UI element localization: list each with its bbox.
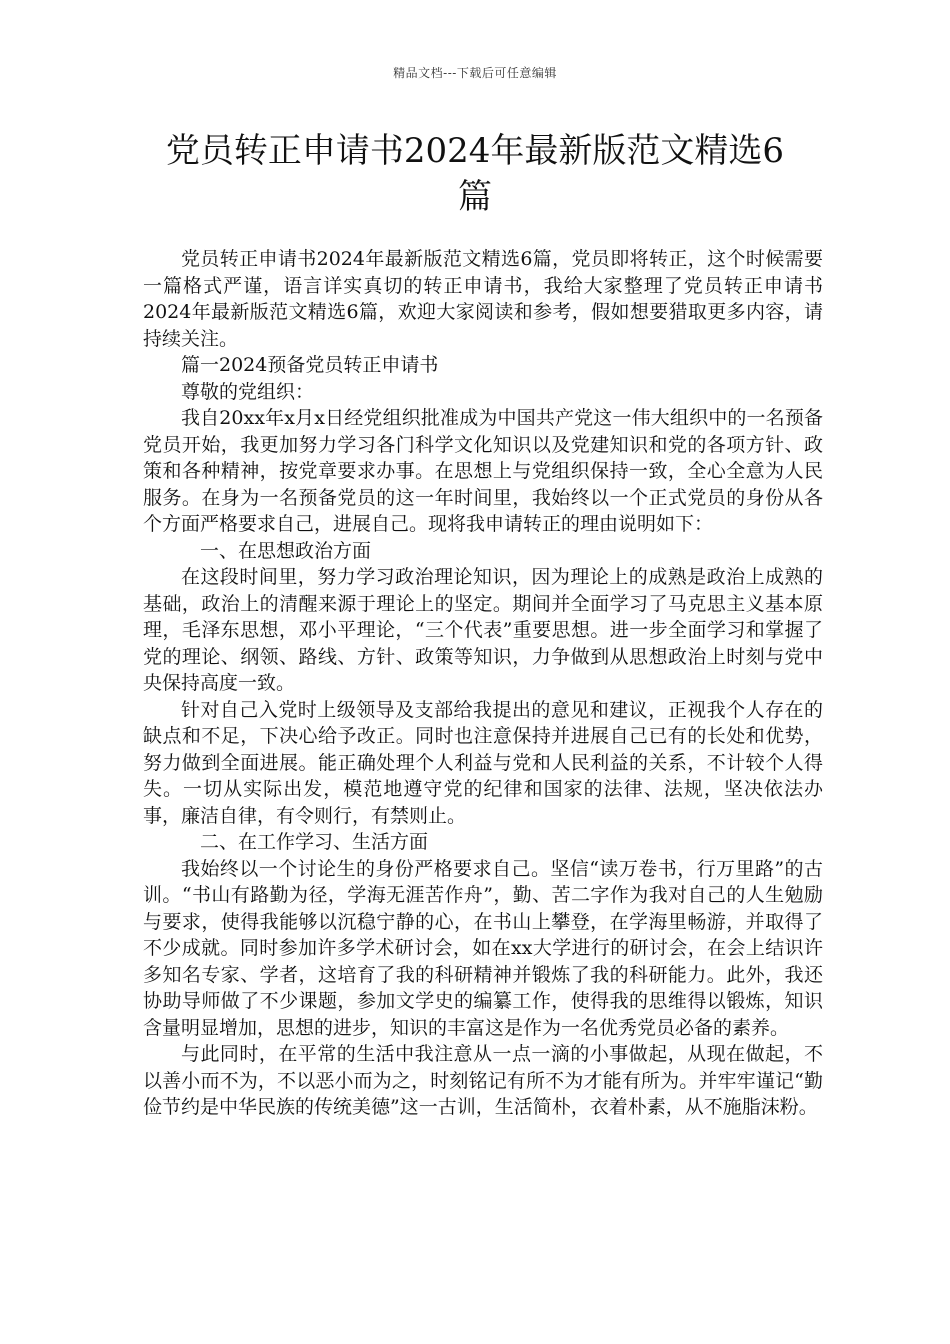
subsection-heading: 二、在工作学习、生活方面 bbox=[200, 831, 429, 853]
section-heading: 篇一2024预备党员转正申请书 bbox=[181, 354, 439, 376]
document-body bbox=[143, 246, 823, 1121]
body-paragraph: 我自20xx年x月x日经党组织批准成为中国共产党这一伟大组织中的一名预备党员开始，我更加努力学习各门科学文化知识以及党建知识和党的各项方针、政策和各种精神，按党章要求办事。在思想上与党组织保持一致，全心全意为人民服务。在身为一名预备党员的这一年时间里，我始终以一个正式党员的身份从各个方面严格要求自己，进展自己。现将我申请转正的理由说明如下： bbox=[143, 407, 823, 535]
body-paragraph: 在这段时间里，努力学习政治理论知识，因为理论上的成熟是政治上成熟的基础，政治上的清醒来源于理论上的坚定。期间并全面学习了马克思主义基本原理，毛泽东思想，邓小平理论，“三个代表”重要思想。进一步全面学习和掌握了党的理论、纲领、路线、方针、政策等知识，力争做到从思想政治上时刻与党中央保持高度一致。 bbox=[143, 566, 823, 694]
body-paragraph: 针对自己入党时上级领导及支部给我提出的意见和建议，正视我个人存在的缺点和不足，下决心给予改正。同时也注意保持并进展自己已有的长处和优势，努力做到全面进展。能正确处理个人利益与党和人民利益的关系，不计较个人得失。一切从实际出发，模范地遵守党的纪律和国家的法律、法规，坚决依法办事，廉洁自律，有令则行，有禁则止。 bbox=[143, 698, 823, 827]
intro-paragraph: 党员转正申请书2024年最新版范文精选6篇，党员即将转正，这个时候需要一篇格式严谨，语言详实真切的转正申请书，我给大家整理了党员转正申请书2024年最新版范文精选6篇，欢迎大家阅读和参考，假如想要猎取更多内容，请持续关注。 bbox=[143, 248, 823, 350]
document-title: 党员转正申请书2024年最新版范文精选6篇 bbox=[165, 131, 785, 217]
subsection-heading: 一、在思想政治方面 bbox=[200, 539, 372, 562]
salutation: 尊敬的党组织： bbox=[181, 380, 315, 403]
page-header: 精品文档---下载后可任意编辑 bbox=[393, 66, 557, 80]
body-paragraph: 与此同时，在平常的生活中我注意从一点一滴的小事做起，从现在做起，不以善小而不为，不以恶小而为之，时刻铭记有所不为才能有所为。并牢牢谨记“勤俭节约是中华民族的传统美德”这一古训，生活简朴，衣着朴素，从不施脂沫粉。 bbox=[143, 1043, 823, 1118]
body-paragraph: 我始终以一个讨论生的身份严格要求自己。坚信“读万卷书，行万里路”的古训。“书山有路勤为径，学海无涯苦作舟”，勤、苦二字作为我对自己的人生勉励与要求，使得我能够以沉稳宁静的心，在书山上攀登，在学海里畅游，并取得了不少成就。同时参加许多学术研讨会，如在xx大学进行的研讨会，在会上结识许多知名专家、学者，这培育了我的科研精神并锻炼了我的科研能力。此外，我还协助导师做了不少课题，参加文学史的编纂工作，使得我的思维得以锻炼，知识含量明显增加，思想的进步，知识的丰富这是作为一名优秀党员必备的素养。 bbox=[143, 857, 823, 1039]
